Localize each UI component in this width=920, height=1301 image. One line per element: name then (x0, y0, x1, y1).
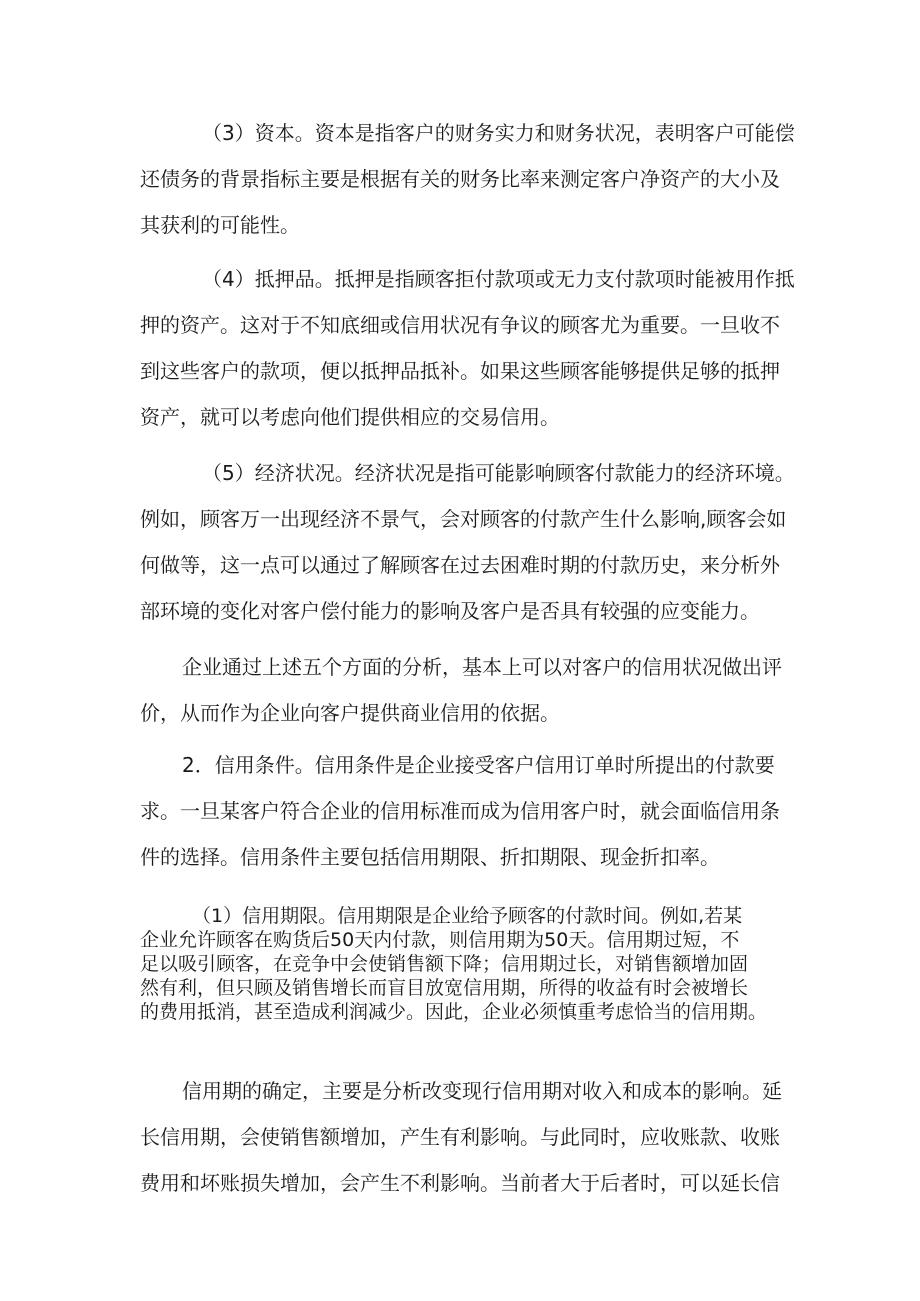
paragraph-credit-period (140, 904, 800, 1024)
text-line: 信用期的确定，主要是分析改变现行信用期对收入和成本的影响。延 (182, 1079, 782, 1103)
paragraph-credit-period-determination (140, 1076, 800, 1198)
paragraph-summary (140, 652, 800, 728)
text-line: 企业允许顾客在购货后50天内付款，则信用期为50天。信用期过短，不 (140, 929, 740, 951)
paragraph-credit-terms (140, 750, 800, 872)
text-line: 押的资产。这对于不知底细或信用状况有争议的顾客尤为重要。一旦收不 (140, 313, 780, 337)
text-line: 2．信用条件。信用条件是企业接受客户信用订单时所提出的付款要 (182, 753, 775, 777)
text-line: （1）信用期限。信用期限是企业给予顾客的付款时间。例如,若某 (192, 905, 743, 927)
text-line: 的费用抵消，甚至造成利润减少。因此，企业必须慎重考虑恰当的信用期。 (140, 1001, 768, 1023)
text-line: 还债务的背景指标主要是根据有关的财务比率来测定客户净资产的大小及 (140, 167, 780, 191)
text-line: （3）资本。资本是指客户的财务实力和财务状况，表明客户可能偿 (202, 121, 795, 145)
text-line: 长信用期，会使销售额增加，产生有利影响。与此同时，应收账款、收账 (140, 1125, 780, 1149)
text-line: 部环境的变化对客户偿付能力的影响及客户是否具有较强的应变能力。 (140, 599, 760, 623)
paragraph-collateral (140, 264, 800, 432)
text-line: 到这些客户的款项，便以抵押品抵补。如果这些顾客能够提供足够的抵押 (140, 359, 780, 383)
paragraph-capital (140, 118, 800, 240)
text-line: 价，从而作为企业向客户提供商业信用的依据。 (140, 701, 560, 725)
text-line: 何做等，这一点可以通过了解顾客在过去困难时期的付款历史，来分析外 (140, 553, 780, 577)
text-line: 求。一旦某客户符合企业的信用标准而成为信用客户时，就会面临信用条 (140, 799, 780, 823)
text-line: 其获利的可能性。 (140, 213, 300, 237)
text-line: 例如，顾客万一出现经济不景气，会对顾客的付款产生什么影响,顾客会如 (140, 507, 787, 531)
text-line: 费用和坏账损失增加，会产生不利影响。当前者大于后者时，可以延长信 (140, 1171, 780, 1195)
paragraph-economic-conditions (140, 458, 800, 626)
text-line: 件的选择。信用条件主要包括信用期限、折扣期限、现金折扣率。 (140, 845, 720, 869)
text-line: 然有利，但只顾及销售增长而盲目放宽信用期，所得的收益有时会被增长 (140, 977, 749, 999)
text-line: 资产，就可以考虑向他们提供相应的交易信用。 (140, 405, 560, 429)
text-line: （5）经济状况。经济状况是指可能影响顾客付款能力的经济环境。 (202, 461, 795, 485)
text-line: （4）抵押品。抵押是指顾客拒付款项或无力支付款项时能被用作抵 (202, 267, 795, 291)
text-line: 足以吸引顾客，在竞争中会使销售额下降；信用期过长，对销售额增加固 (140, 953, 749, 975)
text-line: 企业通过上述五个方面的分析，基本上可以对客户的信用状况做出评 (182, 655, 782, 679)
